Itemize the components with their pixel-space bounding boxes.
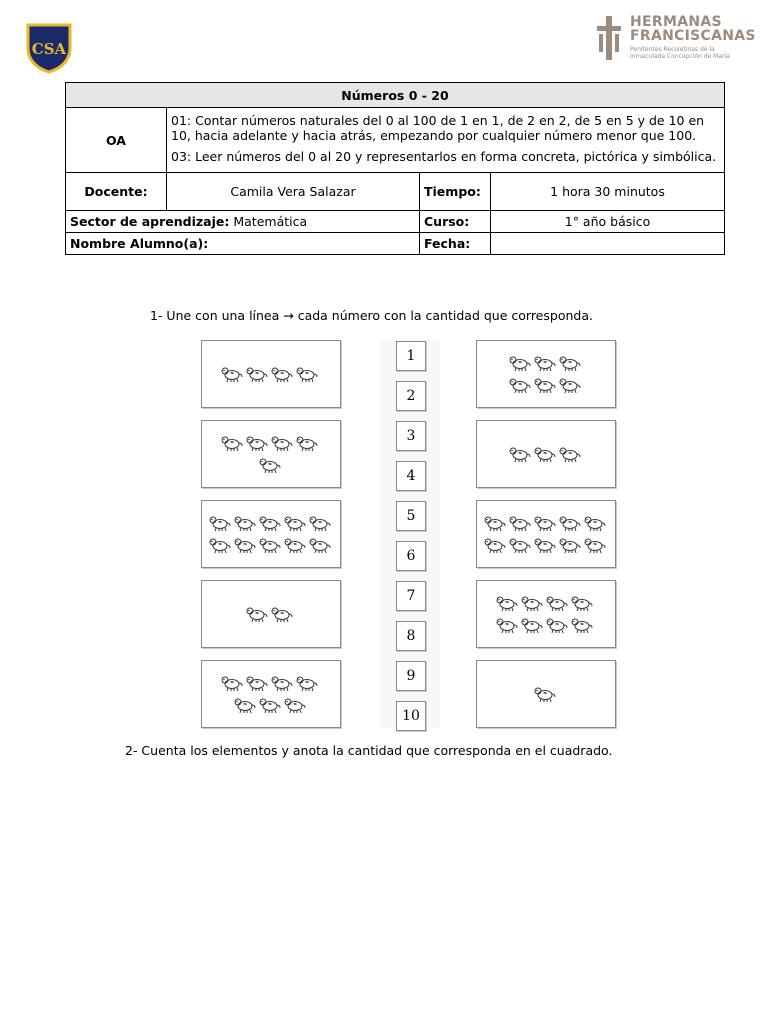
left-quantity-box (201, 420, 341, 488)
cow-icon (484, 514, 506, 532)
cow-icon (559, 376, 581, 394)
cow-icon (246, 434, 268, 452)
right-quantity-box (476, 340, 616, 408)
crest-letters: CSA (31, 40, 67, 58)
cow-icon (234, 696, 256, 714)
right-quantity-box (476, 500, 616, 568)
oa-label: OA (66, 108, 167, 173)
cow-icon (234, 536, 256, 554)
school-crest-logo (25, 22, 73, 74)
cow-icon (584, 536, 606, 554)
cow-icon (571, 616, 593, 634)
sector-label: Sector de aprendizaje: (70, 214, 230, 229)
right-quantity-box (476, 420, 616, 488)
brand-tagline-line1: Penitentes Recoletinas de la (630, 46, 715, 53)
cow-icon (509, 445, 531, 463)
cow-icon (521, 616, 543, 634)
cow-icon (246, 674, 268, 692)
number-box[interactable]: 3 (396, 421, 426, 451)
right-quantity-box (476, 580, 616, 648)
fecha-label: Fecha: (420, 233, 491, 255)
cow-icon (234, 514, 256, 532)
tiempo-label: Tiempo: (420, 173, 491, 211)
cow-icon (484, 536, 506, 554)
cow-icon (209, 514, 231, 532)
left-quantity-box (201, 500, 341, 568)
cow-icon (246, 605, 268, 623)
cow-icon (221, 434, 243, 452)
left-quantity-box (201, 580, 341, 648)
cow-icon (221, 674, 243, 692)
number-box[interactable]: 8 (396, 621, 426, 651)
cow-icon (259, 514, 281, 532)
worksheet-title: Números 0 - 20 (66, 83, 725, 108)
cow-icon (534, 514, 556, 532)
cow-icon (309, 514, 331, 532)
oa-objectives (167, 108, 725, 173)
cow-icon (534, 685, 556, 703)
sector-cell (66, 211, 420, 233)
oa-01-text: 01: Contar números naturales del 0 al 100 de 1 en 1, de 2 en 2, de 5 en 5 y de 10 en 10, hacia adelante y hacia atrás, empezando por cualquier número menor que 100. (171, 113, 705, 143)
cow-icon (296, 674, 318, 692)
cow-icon (496, 594, 518, 612)
left-quantity-box (201, 340, 341, 408)
docente-label: Docente: (66, 173, 167, 211)
number-box[interactable]: 6 (396, 541, 426, 571)
cow-icon (534, 445, 556, 463)
cow-icon (584, 514, 606, 532)
cow-icon (209, 536, 231, 554)
cow-icon (221, 365, 243, 383)
number-box[interactable]: 9 (396, 661, 426, 691)
number-box[interactable]: 2 (396, 381, 426, 411)
cow-icon (521, 594, 543, 612)
tiempo-value: 1 hora 30 minutos (491, 173, 725, 211)
lesson-info-table (65, 82, 725, 255)
cow-icon (509, 536, 531, 554)
left-quantity-box (201, 660, 341, 728)
cow-icon (259, 696, 281, 714)
brand-name-line1: HERMANAS (630, 14, 722, 30)
cross-emblem-icon (594, 14, 624, 62)
cow-icon (271, 434, 293, 452)
cow-icon (284, 536, 306, 554)
cow-icon (296, 434, 318, 452)
alumno-label: Nombre Alumno(a): (66, 233, 420, 255)
brand-logo (594, 14, 756, 64)
oa-03-text: 03: Leer números del 0 al 20 y representarlos en forma concreta, pictórica y simbólica. (171, 149, 717, 164)
cow-icon (546, 616, 568, 634)
cow-icon (284, 696, 306, 714)
number-box[interactable]: 1 (396, 341, 426, 371)
cow-icon (496, 616, 518, 634)
number-box[interactable]: 5 (396, 501, 426, 531)
cow-icon (559, 354, 581, 372)
number-box[interactable]: 4 (396, 461, 426, 491)
cow-icon (509, 514, 531, 532)
fecha-value-field[interactable] (491, 233, 725, 255)
exercise2-instruction: 2- Cuenta los elementos y anota la cantidad que corresponda en el cuadrado. (125, 743, 613, 758)
cow-icon (509, 376, 531, 394)
number-box[interactable]: 7 (396, 581, 426, 611)
exercise1-instruction: 1- Une con una línea → cada número con la cantidad que corresponda. (150, 308, 593, 323)
brand-tagline-line2: Inmaculada Concepción de María (630, 53, 730, 60)
cow-icon (259, 536, 281, 554)
curso-value: 1° año básico (491, 211, 725, 233)
cow-icon (309, 536, 331, 554)
curso-label: Curso: (420, 211, 491, 233)
cow-icon (271, 605, 293, 623)
cow-icon (546, 594, 568, 612)
cow-icon (271, 674, 293, 692)
cow-icon (571, 594, 593, 612)
cow-icon (534, 376, 556, 394)
cow-icon (559, 445, 581, 463)
cow-icon (509, 354, 531, 372)
cow-icon (271, 365, 293, 383)
brand-name-line2: FRANCISCANAS (630, 28, 756, 44)
docente-value: Camila Vera Salazar (167, 173, 420, 211)
cow-icon (284, 514, 306, 532)
cow-icon (246, 365, 268, 383)
number-box[interactable]: 10 (396, 701, 426, 731)
cow-icon (296, 365, 318, 383)
cow-icon (534, 354, 556, 372)
cow-icon (559, 514, 581, 532)
cow-icon (259, 456, 281, 474)
cow-icon (534, 536, 556, 554)
cow-icon (559, 536, 581, 554)
right-quantity-box (476, 660, 616, 728)
sector-value: Matemática (233, 214, 308, 229)
